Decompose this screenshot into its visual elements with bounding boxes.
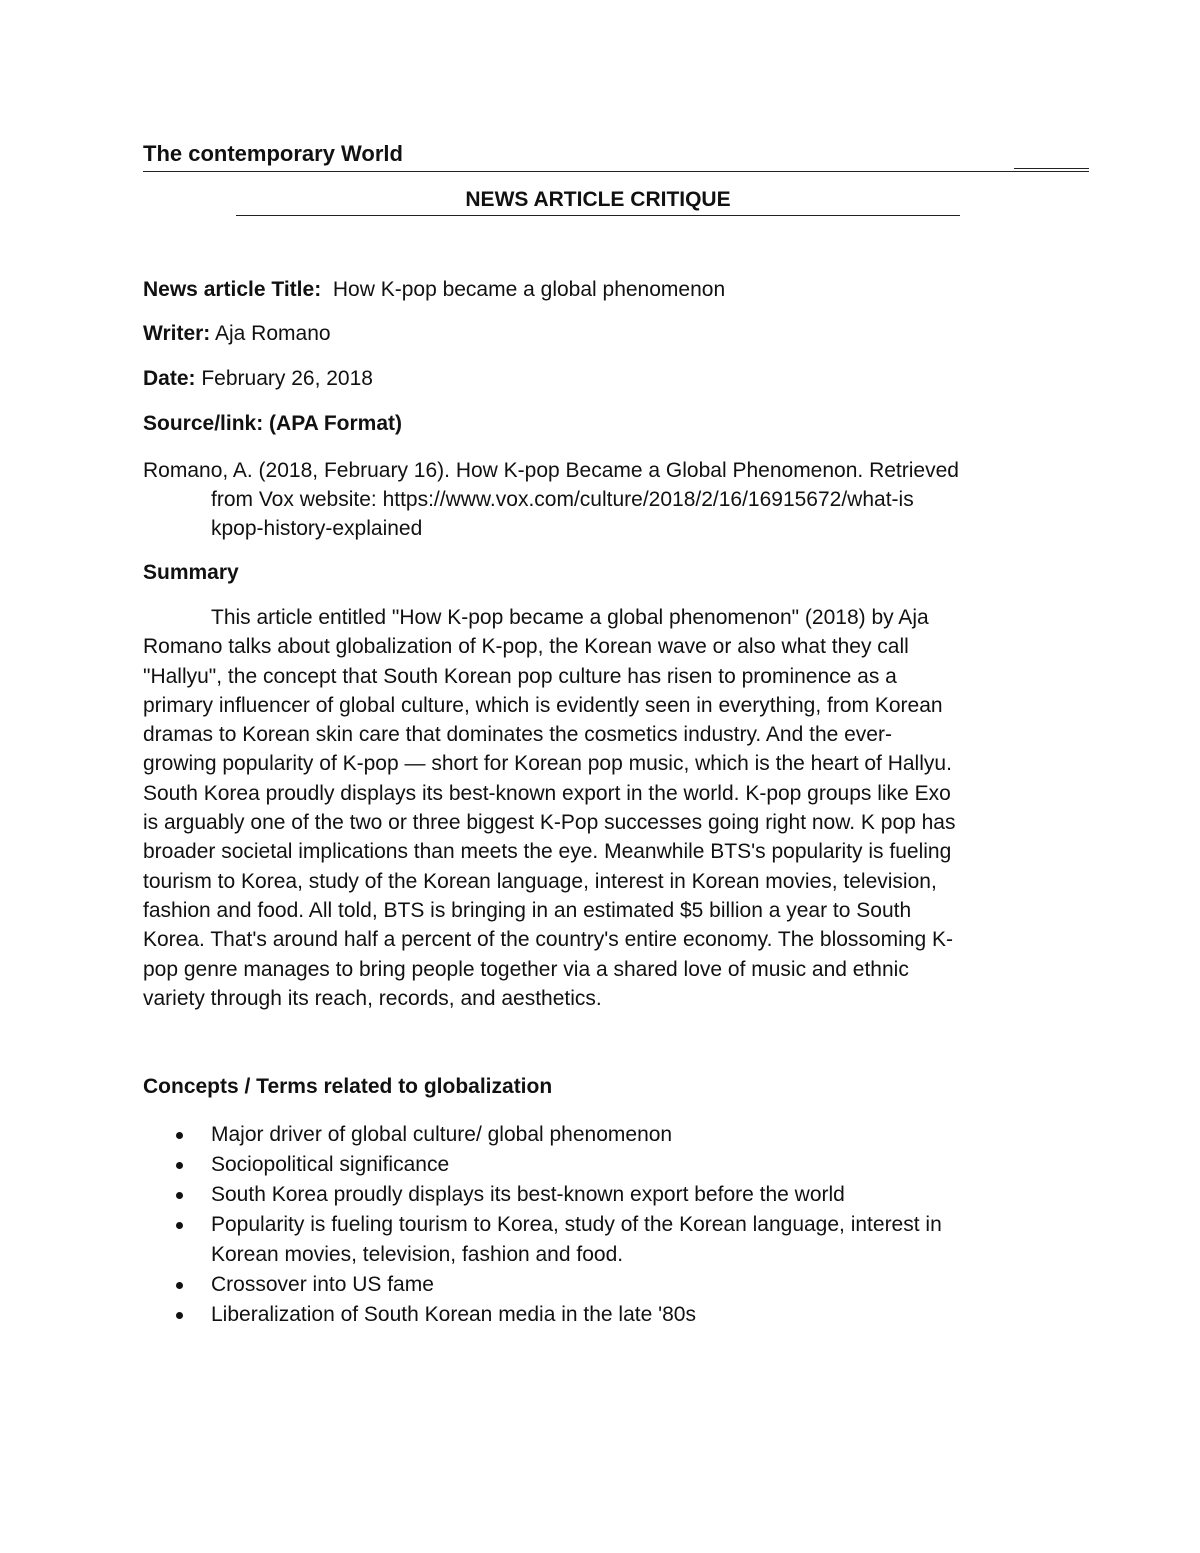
- list-item-text: Sociopolitical significance: [211, 1153, 450, 1176]
- list-item-text: Popularity is fueling tourism to Korea, study of the Korean language, interest in: [211, 1213, 942, 1236]
- summary-line: Romano talks about globalization of K-pop, the Korean wave or also what they call: [143, 635, 909, 659]
- list-item-text: Liberalization of South Korean media in the late '80s: [211, 1303, 696, 1326]
- course-name: The contemporary World: [143, 141, 403, 166]
- bullet-icon: [176, 1132, 183, 1139]
- summary-line: is arguably one of the two or three biggest K-Pop successes going right now. K pop has: [143, 811, 956, 835]
- summary-line: dramas to Korean skin care that dominates the cosmetics industry. And the ever-: [143, 723, 892, 747]
- source-label: Source/link: (APA Format): [143, 412, 403, 435]
- list-item-text: South Korea proudly displays its best-known export before the world: [211, 1183, 845, 1206]
- date-value: February 26, 2018: [201, 367, 373, 390]
- document-title: NEWS ARTICLE CRITIQUE: [465, 188, 731, 211]
- summary-line: growing popularity of K-pop — short for Korean pop music, which is the heart of Hallyu.: [143, 752, 952, 776]
- list-item-text-continuation: Korean movies, television, fashion and food.: [211, 1243, 624, 1266]
- concepts-list: [143, 1120, 1093, 1330]
- apa-line: from Vox website: https://www.vox.com/culture/2018/2/16/16915672/what-is: [211, 488, 914, 511]
- summary-paragraph: [143, 603, 1093, 1013]
- list-item-text: Major driver of global culture/ global phenomenon: [211, 1123, 673, 1146]
- writer-value: Aja Romano: [214, 322, 331, 345]
- bullet-icon: [176, 1312, 183, 1319]
- concepts-heading: Concepts / Terms related to globalization: [143, 1075, 553, 1098]
- date-field: [143, 365, 373, 393]
- apa-line: Romano, A. (2018, February 16). How K-pop Became a Global Phenomenon. Retrieved: [143, 459, 959, 482]
- summary-heading: Summary: [143, 561, 239, 584]
- list-item: [143, 1300, 1093, 1330]
- bullet-icon: [176, 1222, 183, 1229]
- summary-line: tourism to Korea, study of the Korean language, interest in Korean movies, television,: [143, 869, 937, 893]
- article-title-label: News article Title:: [143, 278, 322, 301]
- bullet-icon: [176, 1162, 183, 1169]
- summary-line: fashion and food. All told, BTS is bringing in an estimated $5 billion a year to South: [143, 898, 912, 922]
- summary-line: variety through its reach, records, and aesthetics.: [143, 986, 602, 1010]
- summary-line: Korea. That's around half a percent of the country's entire economy. The blossoming K-: [143, 928, 953, 952]
- apa-reference: [143, 456, 1093, 543]
- title-rule: [236, 215, 960, 216]
- writer-field: [143, 320, 331, 348]
- summary-line: South Korea proudly displays its best-known export in the world. K-pop groups like Exo: [143, 781, 951, 805]
- list-item: [143, 1150, 1093, 1180]
- apa-line: kpop-history-explained: [211, 517, 423, 540]
- source-field: [143, 410, 402, 438]
- bullet-icon: [176, 1282, 183, 1289]
- article-title-field: [143, 276, 725, 304]
- summary-line: broader societal implications than meets the eye. Meanwhile BTS's popularity is fueling: [143, 840, 952, 864]
- article-title-value: How K-pop became a global phenomenon: [332, 278, 726, 301]
- bullet-icon: [176, 1192, 183, 1199]
- list-item-text: Crossover into US fame: [211, 1273, 434, 1296]
- header-rule: [143, 171, 1089, 172]
- summary-line: primary influencer of global culture, which is evidently seen in everything, from Korean: [143, 693, 943, 717]
- date-label: Date:: [143, 367, 196, 390]
- list-item: [143, 1210, 1093, 1270]
- summary-line: pop genre manages to bring people together via a shared love of music and ethnic: [143, 957, 909, 981]
- list-item: [143, 1180, 1093, 1210]
- summary-line: "Hallyu", the concept that South Korean pop culture has risen to prominence as a: [143, 664, 897, 688]
- writer-label: Writer:: [143, 322, 211, 345]
- header-rule-end: [1014, 168, 1089, 169]
- summary-line: This article entitled "How K-pop became a global phenomenon" (2018) by Aja: [211, 606, 929, 629]
- list-item: [143, 1270, 1093, 1300]
- list-item: [143, 1120, 1093, 1150]
